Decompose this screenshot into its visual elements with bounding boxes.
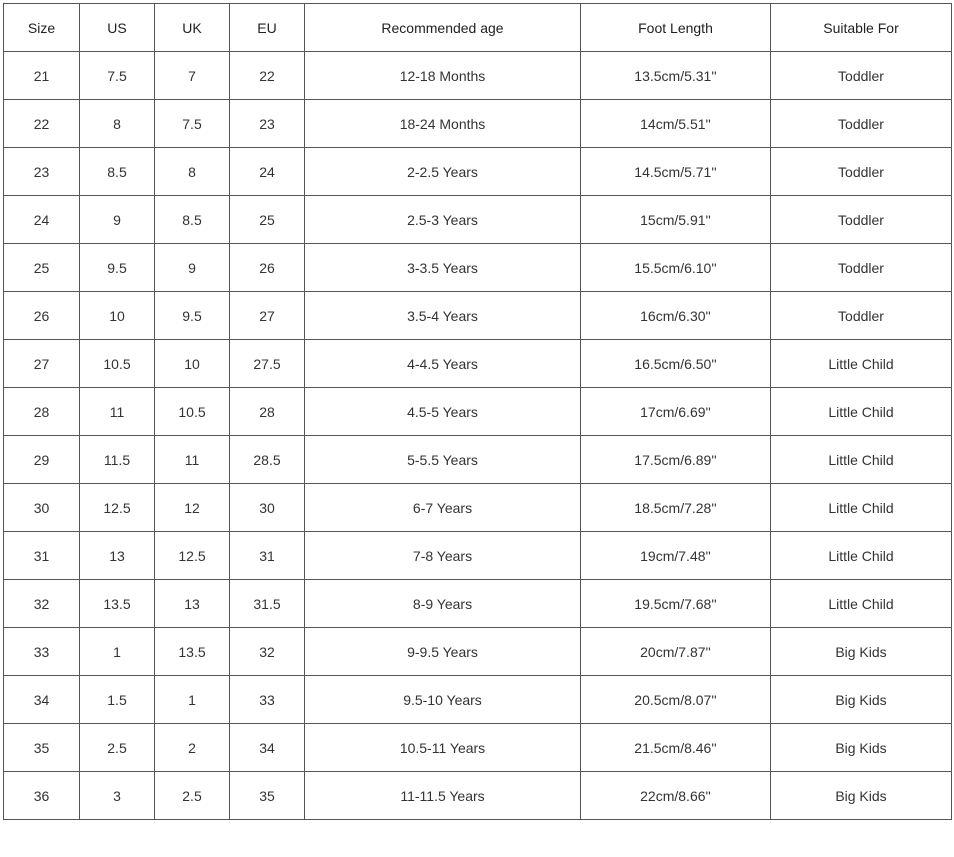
table-row	[4, 52, 952, 100]
uk-cell: 12	[155, 484, 230, 532]
header-uk: UK	[155, 4, 230, 52]
uk-cell: 2.5	[155, 772, 230, 820]
foot-length-cell: 14.5cm/5.71''	[581, 148, 771, 196]
suitable-for-cell: Little Child	[771, 388, 952, 436]
us-cell: 8.5	[80, 148, 155, 196]
eu-cell: 32	[230, 628, 305, 676]
us-cell: 11	[80, 388, 155, 436]
foot-length-cell: 22cm/8.66''	[581, 772, 771, 820]
uk-cell: 13.5	[155, 628, 230, 676]
us-cell: 12.5	[80, 484, 155, 532]
size-cell: 24	[4, 196, 80, 244]
size-cell: 29	[4, 436, 80, 484]
foot-length-cell: 18.5cm/7.28''	[581, 484, 771, 532]
header-foot-length: Foot Length	[581, 4, 771, 52]
foot-length-cell: 17cm/6.69''	[581, 388, 771, 436]
recommended-age-cell: 2-2.5 Years	[305, 148, 581, 196]
recommended-age-cell: 9-9.5 Years	[305, 628, 581, 676]
uk-cell: 9	[155, 244, 230, 292]
table-row	[4, 100, 952, 148]
suitable-for-cell: Big Kids	[771, 772, 952, 820]
eu-cell: 25	[230, 196, 305, 244]
table-row	[4, 436, 952, 484]
table-row	[4, 724, 952, 772]
header-us: US	[80, 4, 155, 52]
table-row	[4, 772, 952, 820]
foot-length-cell: 15.5cm/6.10''	[581, 244, 771, 292]
us-cell: 9	[80, 196, 155, 244]
table-row	[4, 244, 952, 292]
size-cell: 23	[4, 148, 80, 196]
recommended-age-cell: 4.5-5 Years	[305, 388, 581, 436]
suitable-for-cell: Toddler	[771, 196, 952, 244]
suitable-for-cell: Toddler	[771, 292, 952, 340]
header-size: Size	[4, 4, 80, 52]
us-cell: 7.5	[80, 52, 155, 100]
eu-cell: 31.5	[230, 580, 305, 628]
size-cell: 32	[4, 580, 80, 628]
table-row	[4, 676, 952, 724]
recommended-age-cell: 3.5-4 Years	[305, 292, 581, 340]
recommended-age-cell: 12-18 Months	[305, 52, 581, 100]
table-row	[4, 628, 952, 676]
suitable-for-cell: Toddler	[771, 100, 952, 148]
suitable-for-cell: Big Kids	[771, 676, 952, 724]
recommended-age-cell: 2.5-3 Years	[305, 196, 581, 244]
suitable-for-cell: Little Child	[771, 532, 952, 580]
recommended-age-cell: 10.5-11 Years	[305, 724, 581, 772]
uk-cell: 7	[155, 52, 230, 100]
size-cell: 28	[4, 388, 80, 436]
suitable-for-cell: Little Child	[771, 484, 952, 532]
size-cell: 22	[4, 100, 80, 148]
foot-length-cell: 15cm/5.91''	[581, 196, 771, 244]
table-body	[4, 52, 952, 820]
size-chart-table	[3, 3, 952, 820]
suitable-for-cell: Little Child	[771, 580, 952, 628]
recommended-age-cell: 3-3.5 Years	[305, 244, 581, 292]
foot-length-cell: 16.5cm/6.50''	[581, 340, 771, 388]
uk-cell: 13	[155, 580, 230, 628]
uk-cell: 1	[155, 676, 230, 724]
header-suitable-for: Suitable For	[771, 4, 952, 52]
us-cell: 10	[80, 292, 155, 340]
us-cell: 13.5	[80, 580, 155, 628]
uk-cell: 10.5	[155, 388, 230, 436]
us-cell: 1	[80, 628, 155, 676]
size-cell: 35	[4, 724, 80, 772]
uk-cell: 12.5	[155, 532, 230, 580]
recommended-age-cell: 18-24 Months	[305, 100, 581, 148]
table-row	[4, 580, 952, 628]
table-row	[4, 196, 952, 244]
size-cell: 26	[4, 292, 80, 340]
foot-length-cell: 16cm/6.30''	[581, 292, 771, 340]
table-header-row	[4, 4, 952, 52]
eu-cell: 31	[230, 532, 305, 580]
size-cell: 31	[4, 532, 80, 580]
eu-cell: 35	[230, 772, 305, 820]
table-row	[4, 292, 952, 340]
size-cell: 36	[4, 772, 80, 820]
suitable-for-cell: Little Child	[771, 340, 952, 388]
table-row	[4, 532, 952, 580]
table-row	[4, 148, 952, 196]
foot-length-cell: 14cm/5.51''	[581, 100, 771, 148]
table-row	[4, 484, 952, 532]
foot-length-cell: 17.5cm/6.89''	[581, 436, 771, 484]
uk-cell: 11	[155, 436, 230, 484]
header-recommended-age: Recommended age	[305, 4, 581, 52]
uk-cell: 8.5	[155, 196, 230, 244]
us-cell: 1.5	[80, 676, 155, 724]
eu-cell: 27.5	[230, 340, 305, 388]
size-cell: 27	[4, 340, 80, 388]
eu-cell: 23	[230, 100, 305, 148]
table-row	[4, 388, 952, 436]
foot-length-cell: 13.5cm/5.31''	[581, 52, 771, 100]
size-cell: 21	[4, 52, 80, 100]
suitable-for-cell: Toddler	[771, 52, 952, 100]
uk-cell: 10	[155, 340, 230, 388]
eu-cell: 33	[230, 676, 305, 724]
table-row	[4, 340, 952, 388]
us-cell: 10.5	[80, 340, 155, 388]
recommended-age-cell: 5-5.5 Years	[305, 436, 581, 484]
suitable-for-cell: Big Kids	[771, 724, 952, 772]
foot-length-cell: 20cm/7.87''	[581, 628, 771, 676]
recommended-age-cell: 4-4.5 Years	[305, 340, 581, 388]
foot-length-cell: 21.5cm/8.46''	[581, 724, 771, 772]
recommended-age-cell: 11-11.5 Years	[305, 772, 581, 820]
uk-cell: 2	[155, 724, 230, 772]
us-cell: 11.5	[80, 436, 155, 484]
us-cell: 8	[80, 100, 155, 148]
eu-cell: 26	[230, 244, 305, 292]
recommended-age-cell: 8-9 Years	[305, 580, 581, 628]
foot-length-cell: 19.5cm/7.68''	[581, 580, 771, 628]
size-cell: 30	[4, 484, 80, 532]
us-cell: 3	[80, 772, 155, 820]
us-cell: 13	[80, 532, 155, 580]
suitable-for-cell: Toddler	[771, 244, 952, 292]
size-cell: 34	[4, 676, 80, 724]
foot-length-cell: 19cm/7.48''	[581, 532, 771, 580]
eu-cell: 22	[230, 52, 305, 100]
eu-cell: 30	[230, 484, 305, 532]
suitable-for-cell: Big Kids	[771, 628, 952, 676]
us-cell: 2.5	[80, 724, 155, 772]
suitable-for-cell: Toddler	[771, 148, 952, 196]
eu-cell: 34	[230, 724, 305, 772]
uk-cell: 7.5	[155, 100, 230, 148]
eu-cell: 28	[230, 388, 305, 436]
size-cell: 33	[4, 628, 80, 676]
suitable-for-cell: Little Child	[771, 436, 952, 484]
eu-cell: 28.5	[230, 436, 305, 484]
foot-length-cell: 20.5cm/8.07''	[581, 676, 771, 724]
eu-cell: 27	[230, 292, 305, 340]
us-cell: 9.5	[80, 244, 155, 292]
size-cell: 25	[4, 244, 80, 292]
eu-cell: 24	[230, 148, 305, 196]
recommended-age-cell: 7-8 Years	[305, 532, 581, 580]
recommended-age-cell: 6-7 Years	[305, 484, 581, 532]
uk-cell: 8	[155, 148, 230, 196]
header-eu: EU	[230, 4, 305, 52]
recommended-age-cell: 9.5-10 Years	[305, 676, 581, 724]
uk-cell: 9.5	[155, 292, 230, 340]
